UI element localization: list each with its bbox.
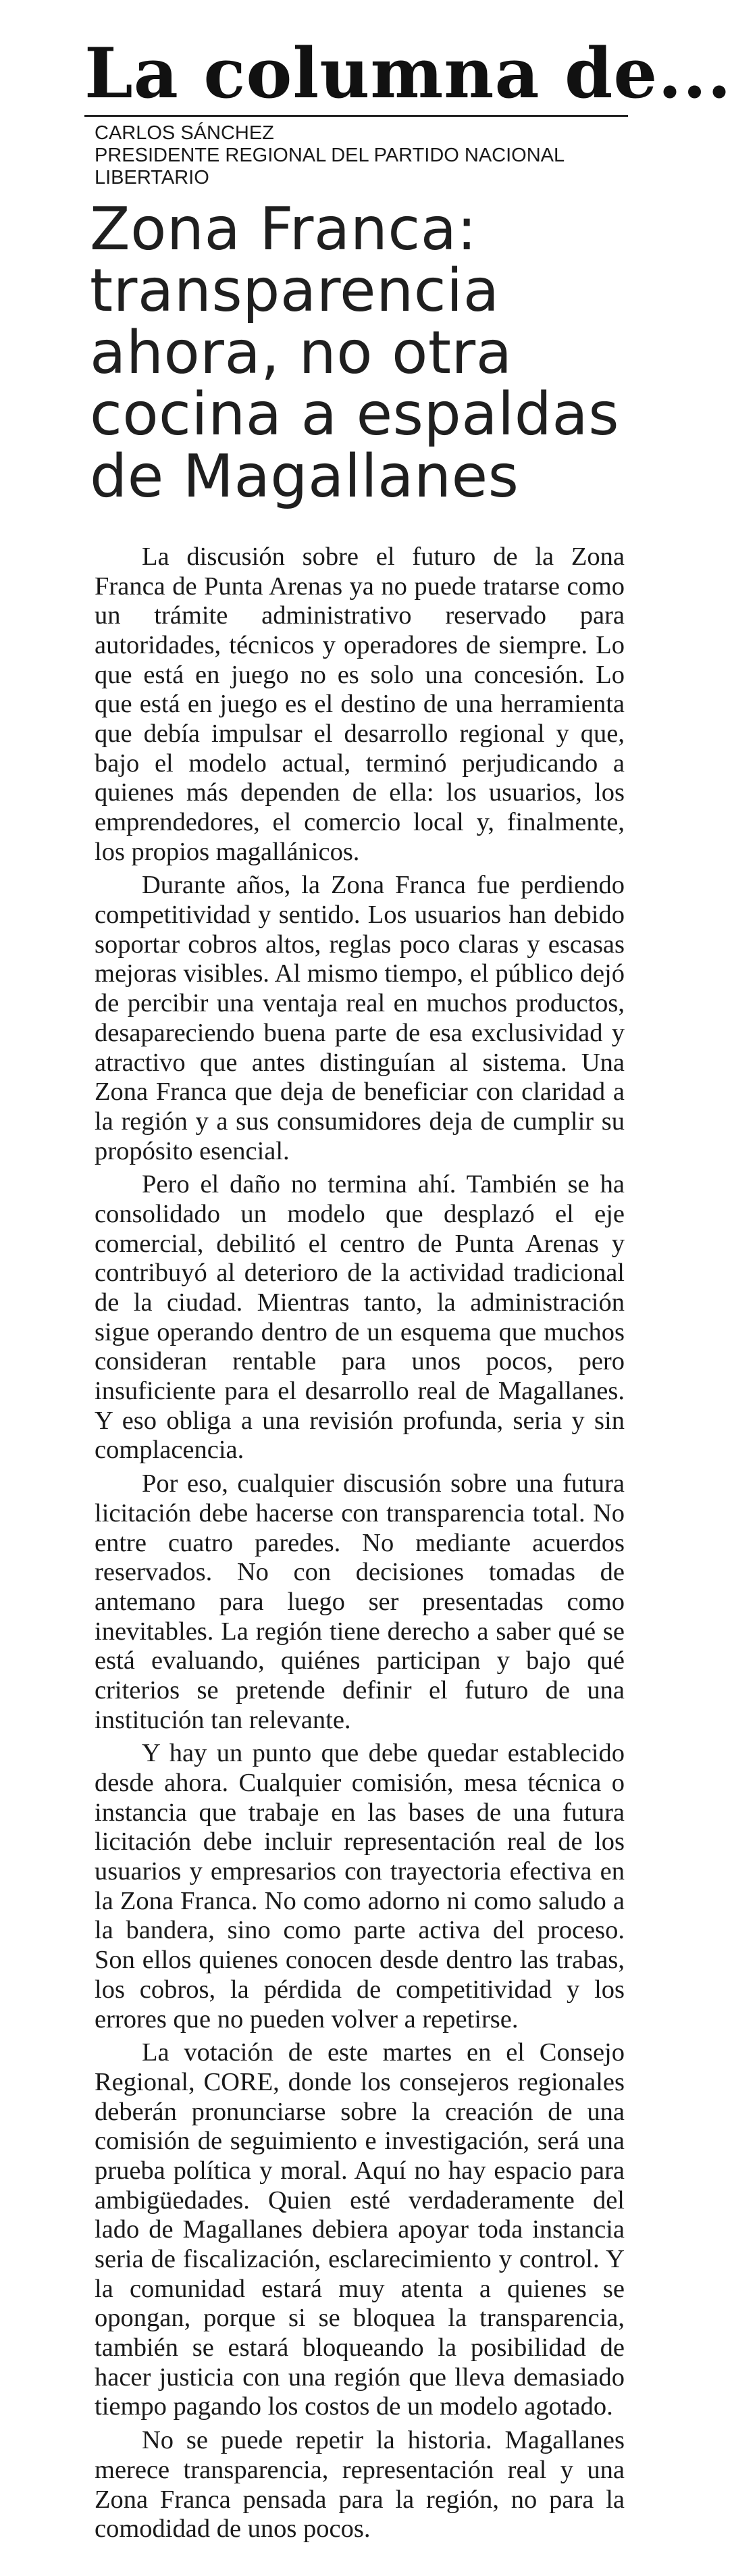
- paragraph: La votación de este martes en el Consejo Regional, CORE, donde los consejeros regionales deberán pronunciarse sobre la creación de una comisión de seguimiento e investigación, será una prueba política y moral. Aquí no hay espacio para ambigüedades. Quien esté verdaderamente del lado de Magallanes debiera apoyar toda instancia seria de fiscalización, esclarecimiento y control. Y la comunidad estará muy atenta a quienes se opongan, porque si se bloquea la transparencia, también se estará bloqueando la posibilidad de hacer justicia con una región que lleva demasiado tiempo pagando los costos de un modelo agotado.: [95, 2038, 625, 2421]
- paragraph: Pero el daño no termina ahí. También se ha consolidado un modelo que desplazó el eje comercial, debilitó el centro de Punta Arenas y contribuyó al deterioro de la actividad tradicional de la ciudad. Mientras tanto, la administración sigue operando dentro de un esquema que muchos consideran rentable para unos pocos, pero insuficiente para el desarrollo real de Magallanes. Y eso obliga a una revisión profunda, seria y sin complacencia.: [95, 1170, 625, 1465]
- paragraph: Durante años, la Zona Franca fue perdiendo competitividad y sentido. Los usuarios han debido soportar cobros altos, reglas poco claras y escasas mejoras visibles. Al mismo tiempo, el público dejó de percibir una ventaja real en muchos productos, desapareciendo buena parte de esa exclusividad y atractivo que antes distinguían al sistema. Una Zona Franca que deja de beneficiar con claridad a la región y a sus consumidores deja de cumplir su propósito esencial.: [95, 871, 625, 1165]
- paragraph: No se puede repetir la historia. Magallanes merece transparencia, representación real y una Zona Franca pensada para la región, no para la comodidad de unos pocos.: [95, 2426, 625, 2544]
- title-divider: [84, 115, 628, 117]
- author-name: CARLOS SÁNCHEZ: [95, 122, 274, 144]
- author-role: PRESIDENTE REGIONAL DEL PARTIDO NACIONAL LIBERTARIO: [95, 145, 565, 189]
- paragraph: La discusión sobre el futuro de la Zona Franca de Punta Arenas ya no puede tratarse como un trámite administrativo reservado para autoridades, técnicos y operadores de siempre. Lo que está en juego no es solo una concesión. Lo que está en juego es el destino de una herramienta que debía impulsar el desarrollo regional y que, bajo el modelo actual, terminó perjudicando a quienes más dependen de ella: los usuarios, los emprendedores, el comercio local y, finalmente, los propios magallánicos.: [95, 542, 625, 866]
- article-body: [95, 542, 625, 2544]
- paragraph: Por eso, cualquier discusión sobre una futura licitación debe hacerse con transparencia total. No entre cuatro paredes. No mediante acuerdos reservados. No con decisiones tomadas de antemano para luego ser presentadas como inevitables. La región tiene derecho a saber qué se está evaluando, quiénes participan y bajo qué criterios se pretende definir el futuro de una institución tan relevante.: [95, 1469, 625, 1734]
- article-headline: Zona Franca: transparencia ahora, no otra cocina a espaldas de Magallanes: [90, 195, 620, 511]
- column-section-title: La columna de...: [84, 33, 732, 114]
- paragraph: Y hay un punto que debe quedar establecido desde ahora. Cualquier comisión, mesa técnica o instancia que trabaje en las bases de una futura licitación debe incluir representación real de los usuarios y empresarios con trayectoria efectiva en la Zona Franca. No como adorno ni como saludo a la bandera, sino como parte activa del proceso. Son ellos quienes conocen desde dentro las trabas, los cobros, la pérdida de competitividad y los errores que no pueden volver a repetirse.: [95, 1739, 625, 2034]
- byline: [95, 122, 608, 189]
